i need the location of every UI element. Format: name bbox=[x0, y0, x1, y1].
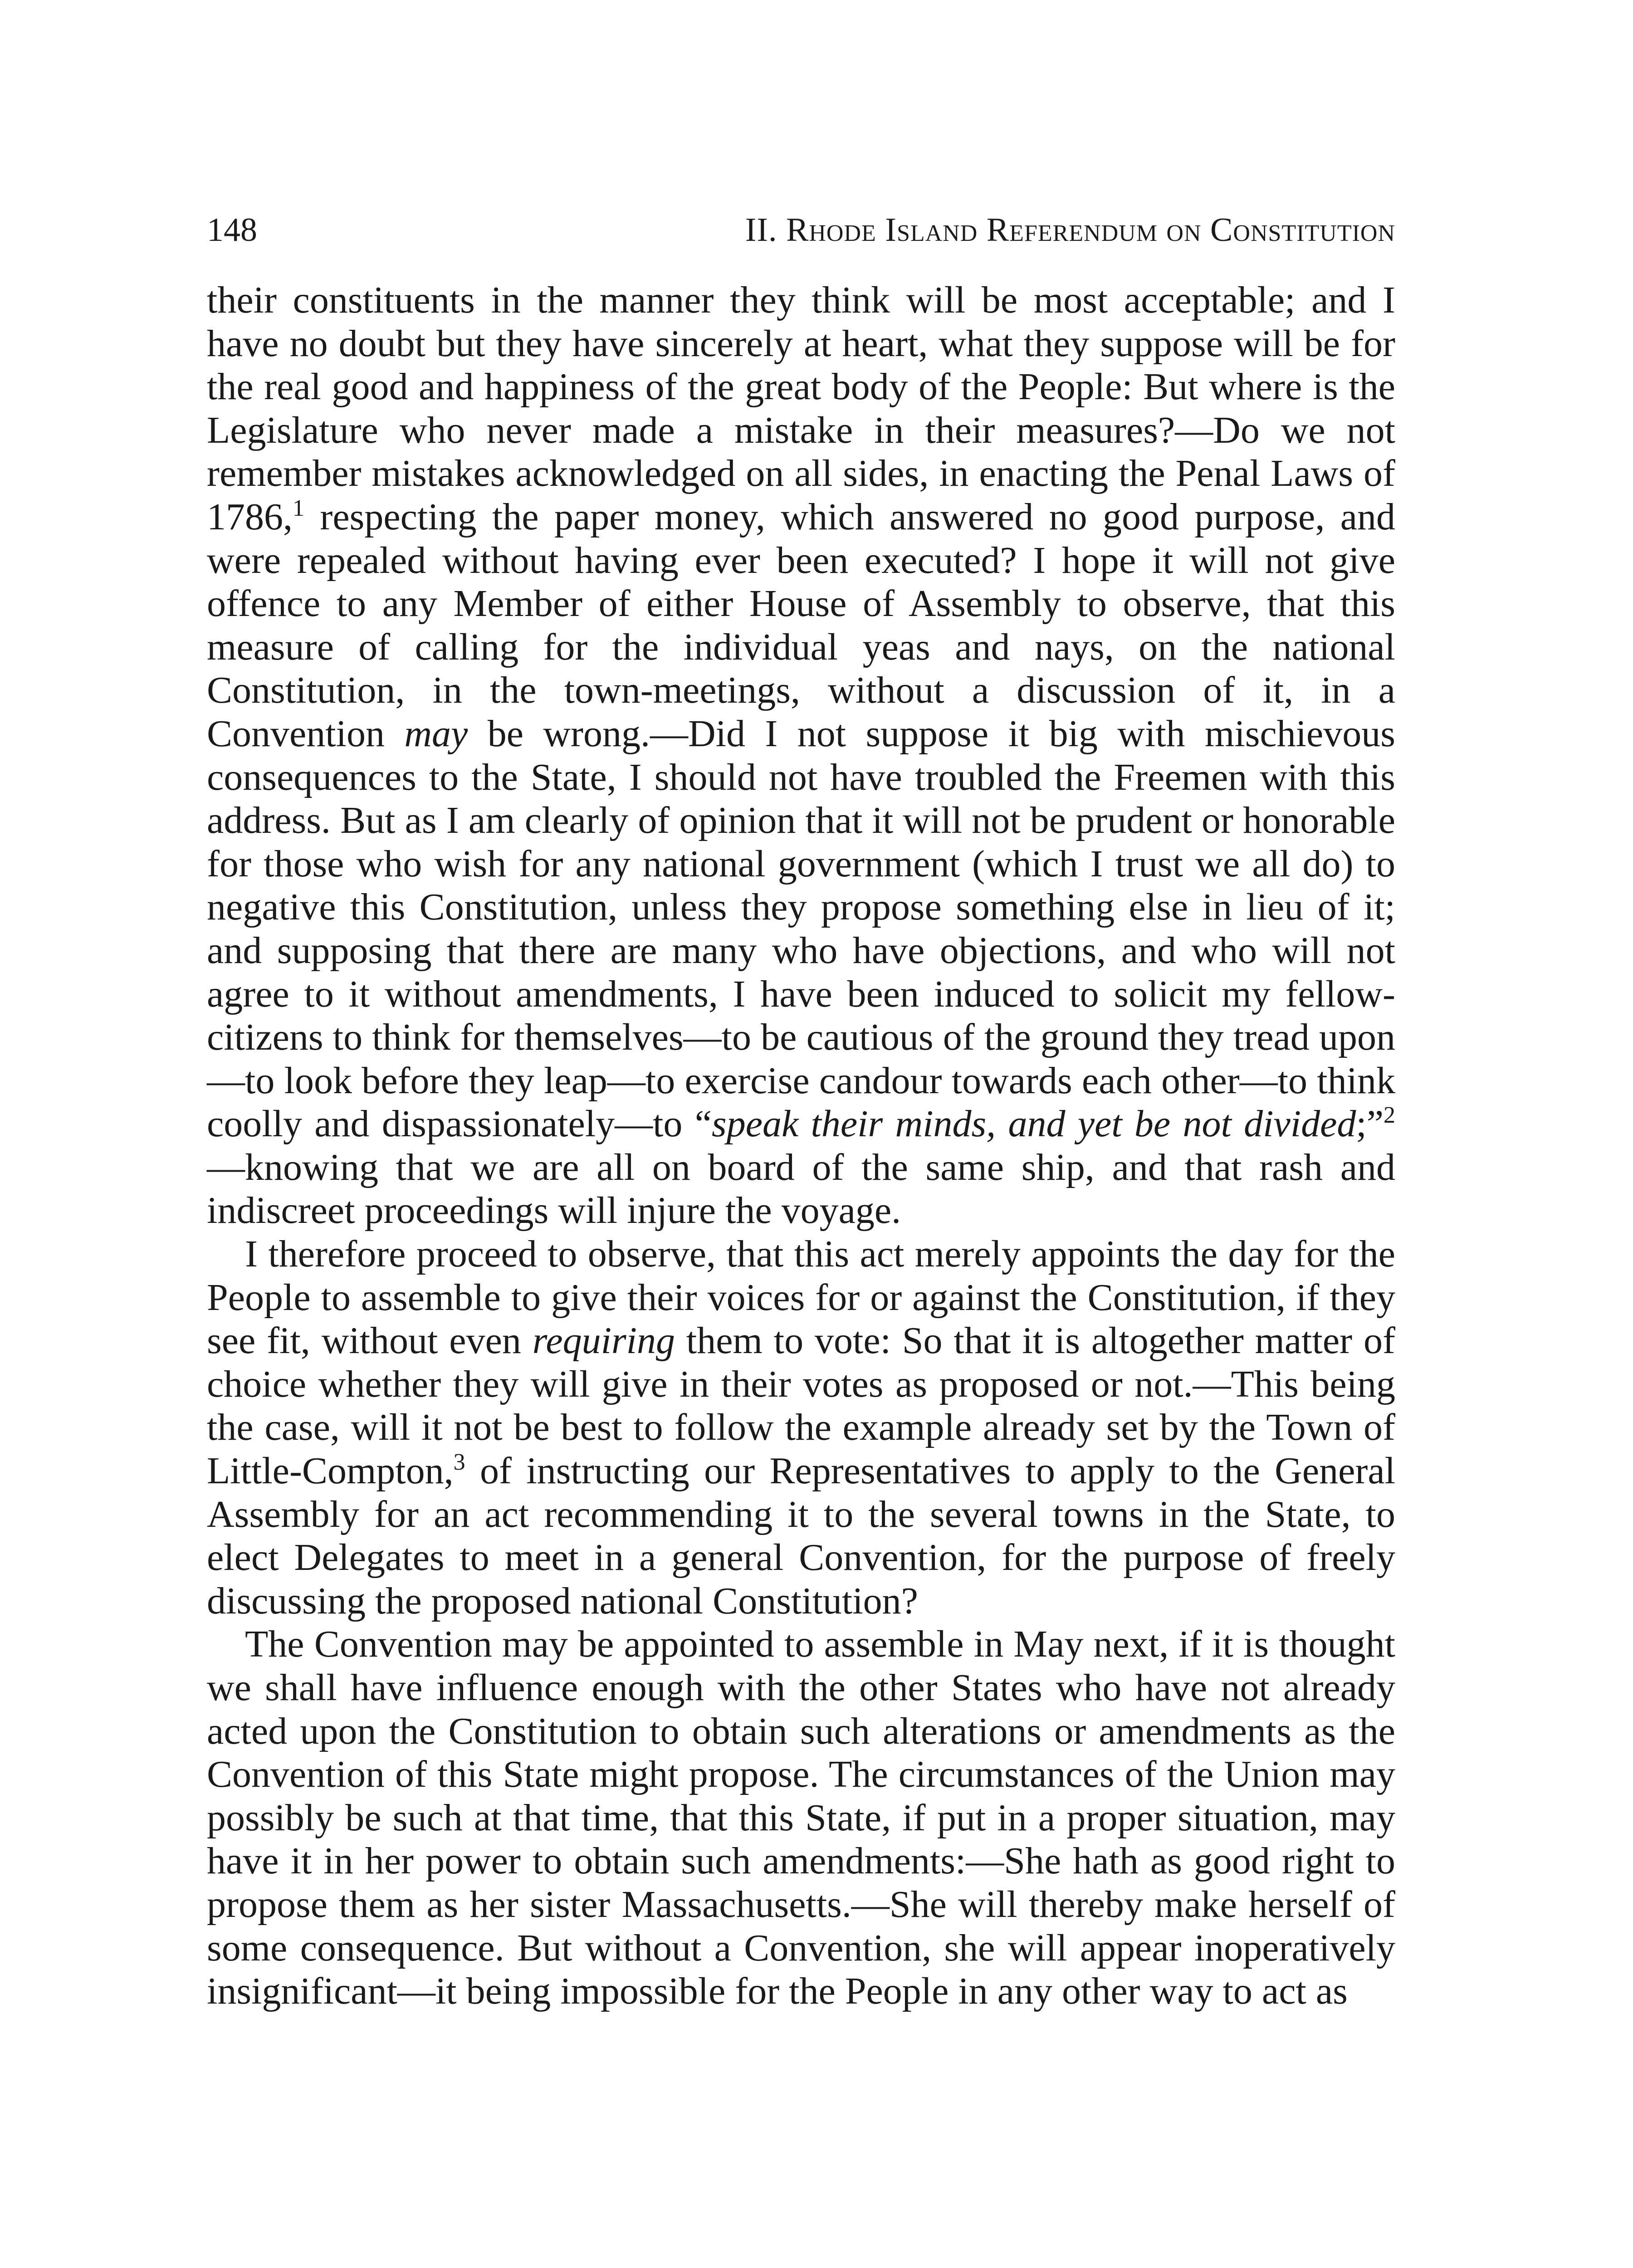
running-head bbox=[207, 213, 1395, 247]
paragraph-2 bbox=[207, 1232, 1395, 1623]
italic-text: may bbox=[404, 712, 468, 755]
text-run: of instructing our Representatives to apply to the General Assembly for an act recommending it to the several towns in the State, to elect Delegates to meet in a general Convention, for the purpose of freely discussing the proposed national Constitution? bbox=[207, 1450, 1395, 1622]
footnote-ref-2: 2 bbox=[1384, 1102, 1395, 1129]
text-run: I therefore proceed to observe, that this act merely appoints the day for the People to assemble to give their voices for or against the Constitution, if they see fit, without even bbox=[207, 1233, 1395, 1362]
running-title: II. Rhode Island Referendum on Constitution bbox=[745, 211, 1395, 249]
book-page bbox=[207, 213, 1395, 2013]
body-text bbox=[207, 279, 1395, 2013]
text-run: them to vote: So that it is altogether matter of choice whether they will give in their votes as proposed or not.—This being the case, will it not be best to follow the example already set by the Town of Little-Compton, bbox=[207, 1320, 1395, 1492]
paragraph-3 bbox=[207, 1623, 1395, 2013]
page-number: 148 bbox=[207, 211, 257, 249]
text-run: —knowing that we are all on board of the same ship, and that rash and indiscreet proceedings will injure the voyage. bbox=[207, 1146, 1395, 1232]
text-run: respecting the paper money, which answered no good purpose, and were repealed without having ever been executed? I hope it will not give offence to any Member of either House of Assembly to observe, that this measure of calling for the individual yeas and nays, on the national Constitution, in the town-meetings, without a discussion of it, in a Convention bbox=[207, 495, 1395, 755]
text-run: ;” bbox=[1356, 1103, 1384, 1145]
text-run: be wrong.—Did I not suppose it big with mischievous consequences to the State, I should not have troubled the Freemen with this address. But as I am clearly of opinion that it will not be prudent or honorable for those who wish for any national government (which I trust we all do) to negative this Constitution, unless they propose something else in lieu of it; and supposing that there are many who have objections, and who will not agree to it without amendments, I have been induced to solicit my fellow-citizens to think for themselves—to be cautious of the ground they tread upon—to look before they leap—to exercise candour towards each other—to think coolly and dispassionately—to “ bbox=[207, 712, 1395, 1145]
footnote-ref-1: 1 bbox=[293, 495, 304, 521]
text-run: The Convention may be appointed to assemble in May next, if it is thought we shall have influence enough with the other States who have not already acted upon the Constitution to obtain such alterations or amendments as the Convention of this State might propose. The circumstances of the Union may possibly be such at that time, that this State, if put in a proper situation, may have it in her power to obtain such amendments:—She hath as good right to propose them as her sister Massachusetts.—She will thereby make herself of some consequence. But without a Convention, she will appear inoperatively insignificant—it being impossible for the People in any other way to act as bbox=[207, 1623, 1395, 2013]
paragraph-1 bbox=[207, 279, 1395, 1232]
footnote-ref-3: 3 bbox=[453, 1449, 465, 1476]
text-run: their constituents in the manner they think will be most acceptable; and I have no doubt but they have sincerely at heart, what they suppose will be for the real good and happiness of the great body of the People: But where is the Legislature who never made a mistake in their measures?—Do we not remember mistakes acknowledged on all sides, in enacting the Penal Laws of 1786, bbox=[207, 279, 1395, 538]
italic-quotation: speak their minds, and yet be not divided bbox=[712, 1103, 1356, 1145]
italic-text: requiring bbox=[532, 1320, 675, 1362]
